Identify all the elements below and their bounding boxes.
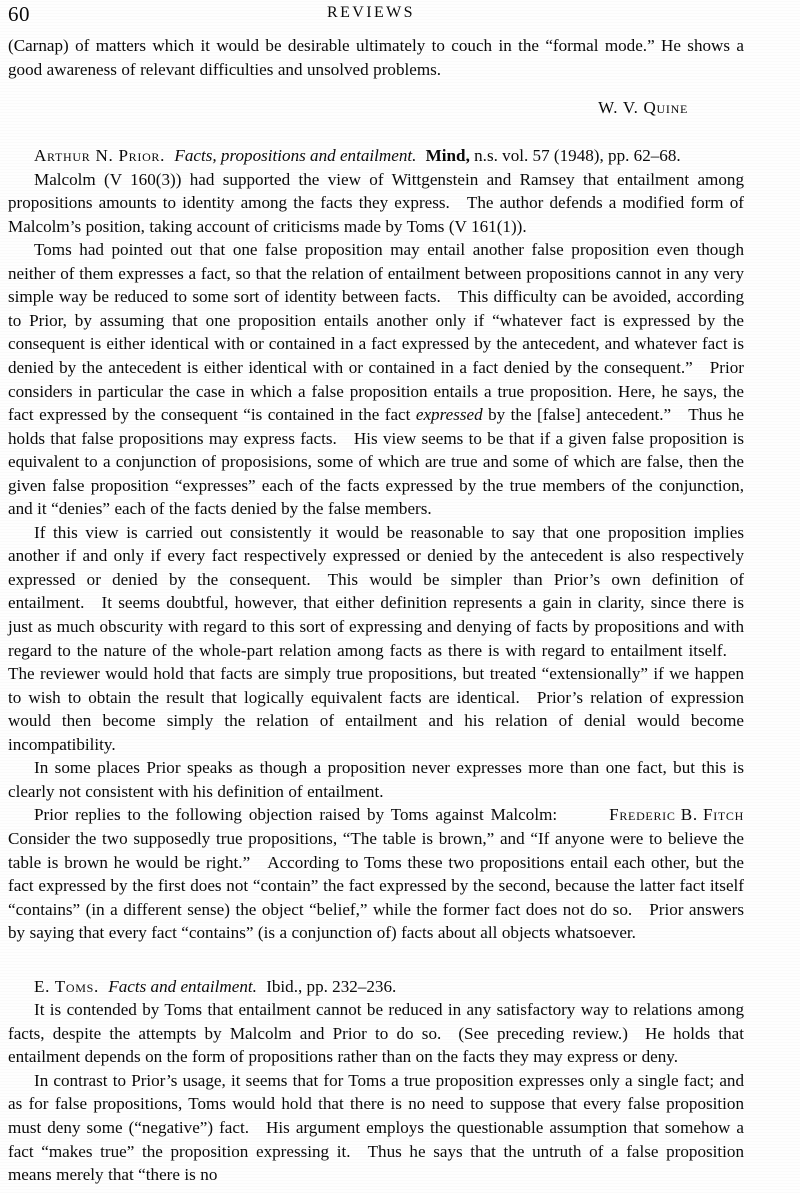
citation-author: Arthur N. Prior. — [34, 146, 166, 166]
review-paragraph: If this view is carried out consistently it would be reasonable to say that one proposition implies another if and only if every fact respectively expressed or denied by the antecedent is also respectively expressed or denied by the consequent. This would be simpler than Prior’s own definition of entailment. It seems doubtful, however, that either definition represents a gain in clarity, since there is just as much obscurity with regard to this sort of expressing and denying of facts by propositions and with regard to the nature of the whole-part relation among facts as there is with regard to entailment itself. The reviewer would hold that facts are simply true propositions, but treated “extensionally” if we happen to wish to obtain the result that logically equivalent facts are identical. Prior’s relation of expression would then become simply the relation of entailment and his relation of denial would become incompatibility. — [8, 522, 744, 754]
review-paragraph: Malcolm (V 160(3)) had supported the view of Wittgenstein and Ramsey that entailment among propositions amounts to identity among the facts they express. The author defends a modified form of Malcolm’s position, taking account of criticisms made by Toms (V 161(1)). — [8, 169, 744, 236]
spacer — [8, 81, 744, 98]
paragraph-part-b: by the [false] antecedent.” Thus he holds that false propositions may express facts. His view seems to be that if a given false proposition is equivalent to a conjunction of proposisions, some of which are true and some of which are false, then the given false proposition “expresses” each of the facts expressed by the true members of the conjunction, and it “denies” each of the facts denied by the false members. — [8, 405, 744, 519]
continuation-paragraph: (Carnap) of matters which it would be desirable ultimately to couch in the “formal mode.” He shows a good awareness of relevant difficulties and unsolved problems. — [8, 36, 744, 79]
review-paragraph: In some places Prior speaks as though a proposition never expresses more than one fact, but this is clearly not consistent with his definition of entailment. — [8, 758, 744, 801]
citation-title: Facts and entailment. — [108, 976, 257, 996]
citation-heading-toms — [8, 975, 744, 999]
reviewer-signature-quine: W. V. Quine — [598, 98, 688, 118]
running-head — [0, 0, 800, 34]
page-folio-number: 60 — [8, 2, 30, 26]
spacer — [8, 118, 744, 144]
reviewer-signature-fitch: Frederic B. Fitch — [609, 805, 744, 825]
citation-journal: Mind, — [425, 146, 470, 166]
paragraph-text: Prior replies to the following objection raised by Toms against Malcolm: Consider the two supposedly true propositions, “The table is brown,” and “If anyone were to believe the table is brown he would be right.” According to Toms these two propositions entail each other, but the fact expressed by the first does not “contain” the fact expressed by the second, because the latter fact itself “contains” (in a different sense) the object “belief,” while the former fact does not do so. Prior answers by saying that every fact “contains” (is a conjunction of) facts about all objects whatsoever. — [8, 805, 744, 943]
review-paragraph — [8, 238, 744, 521]
review-paragraph: In contrast to Prior’s usage, it seems that for Toms a true proposition expresses only a single fact; and as for false propositions, Toms would hold that there is no need to suppose that every false proposition must deny some (“negative”) fact. His argument employs the questionable assumption that somehow a fact “makes true” the proposition expressing it. Thus he says that the untruth of a false proposition means merely that “there is no — [8, 1070, 744, 1185]
citation-heading-prior — [8, 144, 744, 168]
running-head-title: REVIEWS — [327, 4, 415, 21]
review-paragraph-with-signature — [8, 803, 744, 944]
spacer — [8, 945, 744, 975]
citation-author: E. Toms. — [34, 976, 100, 996]
citation-title: Facts, propositions and entailment. — [174, 146, 417, 166]
emphasised-word: expressed — [415, 405, 483, 425]
page-body — [0, 34, 800, 1187]
paragraph-part-a: Toms had pointed out that one false proposition may entail another false proposition even though neither of them expresses a fact, so that the relation of entailment between propositions cannot in any very simple way be reduced to some sort of identity between facts. This difficulty can be avoided, according to Prior, by assuming that one proposition entails another only if “whatever fact is expressed by the consequent is either identical with or contained in a fact expressed by the antecedent, and whatever fact is denied by the antecedent is either identical with or contained in a fact denied by the consequent.” Prior considers in particular the case in which a false proposition entails a true proposition. Here, he says, the fact expressed by the consequent “is contained in the fact — [8, 240, 744, 425]
review-paragraph: It is contended by Toms that entailment cannot be reduced in any satisfactory way to relations among facts, despite the attempts by Malcolm and Prior to do so. (See preceding review.) He holds that entailment depends on the form of propositions rather than on the facts they may express or deny. — [8, 1000, 744, 1067]
citation-details: Ibid., pp. 232–236. — [266, 976, 397, 996]
citation-details: n.s. vol. 57 (1948), pp. 62–68. — [474, 146, 681, 166]
